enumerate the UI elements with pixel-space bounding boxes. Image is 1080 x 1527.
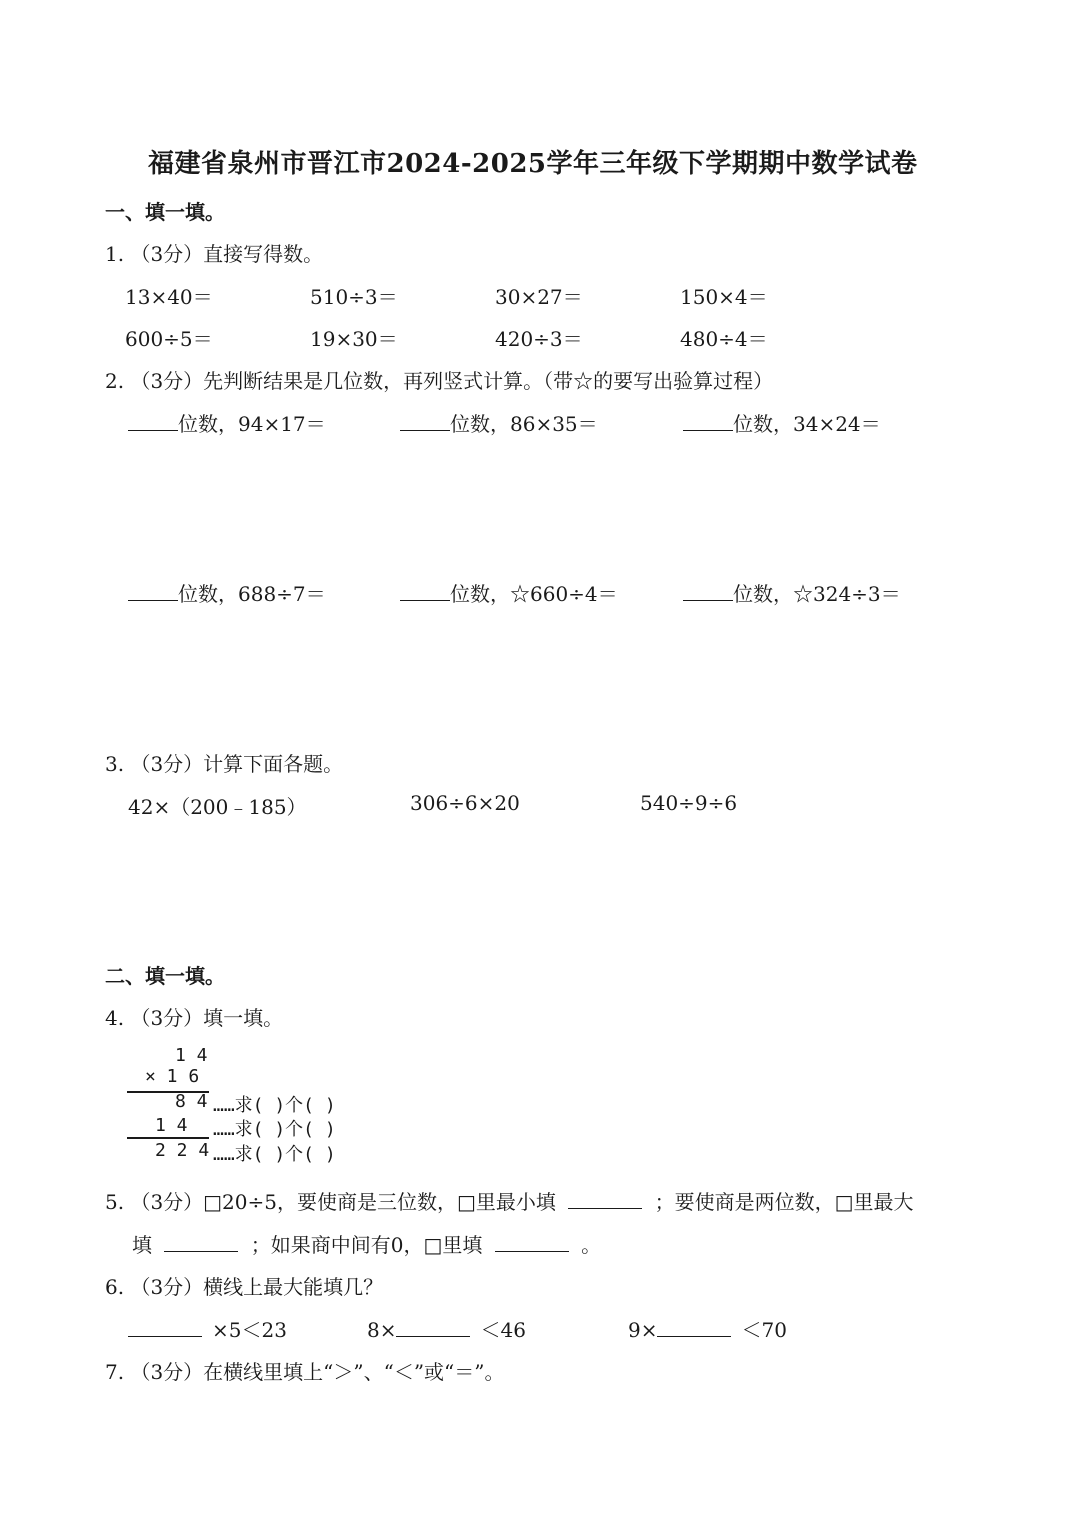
question-5-line-2 <box>132 1229 601 1258</box>
q5-text: 5. （3分）□20÷5，要使商是三位数，□里最小填 <box>105 1190 556 1214</box>
q6-item-a <box>128 1314 287 1343</box>
q2-item-text: 位数，☆660÷4＝ <box>450 582 618 606</box>
q2-item-text: 位数，94×17＝ <box>178 412 326 436</box>
question-4-heading: 4. （3分）填一填。 <box>105 1006 284 1030</box>
question-1-heading: 1. （3分）直接写得数。 <box>105 242 324 266</box>
q2-item-text: 位数，688÷7＝ <box>178 582 326 606</box>
q3-item: 42×（200﹣185） <box>128 795 307 819</box>
vm-rule-2 <box>127 1137 209 1139</box>
vm-multiplier: × 1 6 <box>145 1066 200 1087</box>
q6-item-c <box>628 1314 787 1343</box>
answer-blank[interactable] <box>683 410 733 431</box>
answer-blank[interactable] <box>128 580 178 601</box>
page-title: 福建省泉州市晋江市2024-2025学年三年级下学期期中数学试卷 <box>148 149 918 179</box>
q1-item: 480÷4＝ <box>680 327 768 351</box>
answer-blank[interactable] <box>568 1188 642 1209</box>
vm-partial-2: 1 4 <box>155 1115 188 1136</box>
q6-item-b <box>367 1314 526 1343</box>
q5-text: ；要使商是两位数，□里最大 <box>654 1190 914 1214</box>
vm-partial-1: 8 4 <box>175 1091 208 1112</box>
q6-text: ＜70 <box>741 1318 787 1342</box>
q6-text: 9× <box>628 1318 658 1342</box>
answer-blank[interactable] <box>128 410 178 431</box>
q1-item: 150×4＝ <box>680 285 768 309</box>
answer-blank[interactable] <box>164 1231 238 1252</box>
q3-item: 306÷6×20 <box>410 791 520 815</box>
question-7-heading: 7. （3分）在横线里填上“＞”、“＜”或“＝”。 <box>105 1360 505 1384</box>
q3-item: 540÷9÷6 <box>640 791 738 815</box>
vm-note-3: ……求( )个( ) <box>213 1144 336 1165</box>
answer-blank[interactable] <box>495 1231 569 1252</box>
vm-multiplicand: 1 4 <box>175 1045 208 1066</box>
vertical-multiplication <box>125 1045 415 1165</box>
q2-item-text: 位数，86×35＝ <box>450 412 598 436</box>
q2-item-text: 位数，34×24＝ <box>733 412 881 436</box>
q2-item <box>400 408 598 437</box>
q5-text: 填 <box>132 1233 152 1257</box>
answer-blank[interactable] <box>683 580 733 601</box>
vm-product: 2 2 4 <box>155 1140 210 1161</box>
q1-item: 600÷5＝ <box>125 327 213 351</box>
vm-note-1: ……求( )个( ) <box>213 1095 336 1116</box>
answer-blank[interactable] <box>657 1316 731 1337</box>
q2-item <box>400 578 618 607</box>
question-5-line-1 <box>105 1186 914 1215</box>
q1-item: 30×27＝ <box>495 285 583 309</box>
question-2-heading: 2. （3分）先判断结果是几位数，再列竖式计算。（带☆的要写出验算过程） <box>105 369 774 393</box>
q1-item: 420÷3＝ <box>495 327 583 351</box>
q2-item <box>128 408 326 437</box>
vm-note-2: ……求( )个( ) <box>213 1119 336 1140</box>
q5-text: ；如果商中间有0，□里填 <box>250 1233 483 1257</box>
q6-text: 8× <box>367 1318 397 1342</box>
answer-blank[interactable] <box>400 410 450 431</box>
q2-item <box>683 408 881 437</box>
q2-item-text: 位数，☆324÷3＝ <box>733 582 901 606</box>
q6-text: ＜46 <box>480 1318 526 1342</box>
answer-blank[interactable] <box>396 1316 470 1337</box>
answer-blank[interactable] <box>400 580 450 601</box>
q2-item <box>683 578 901 607</box>
question-3-heading: 3. （3分）计算下面各题。 <box>105 752 344 776</box>
answer-blank[interactable] <box>128 1316 202 1337</box>
section-heading-2: 二、填一填。 <box>105 964 225 988</box>
q1-item: 510÷3＝ <box>310 285 398 309</box>
question-6-heading: 6. （3分）横线上最大能填几？ <box>105 1275 384 1299</box>
q1-item: 19×30＝ <box>310 327 398 351</box>
section-heading-1: 一、填一填。 <box>105 200 225 224</box>
q6-text: ×5＜23 <box>212 1318 287 1342</box>
q1-item: 13×40＝ <box>125 285 213 309</box>
q5-text: 。 <box>581 1233 602 1257</box>
q2-item <box>128 578 326 607</box>
